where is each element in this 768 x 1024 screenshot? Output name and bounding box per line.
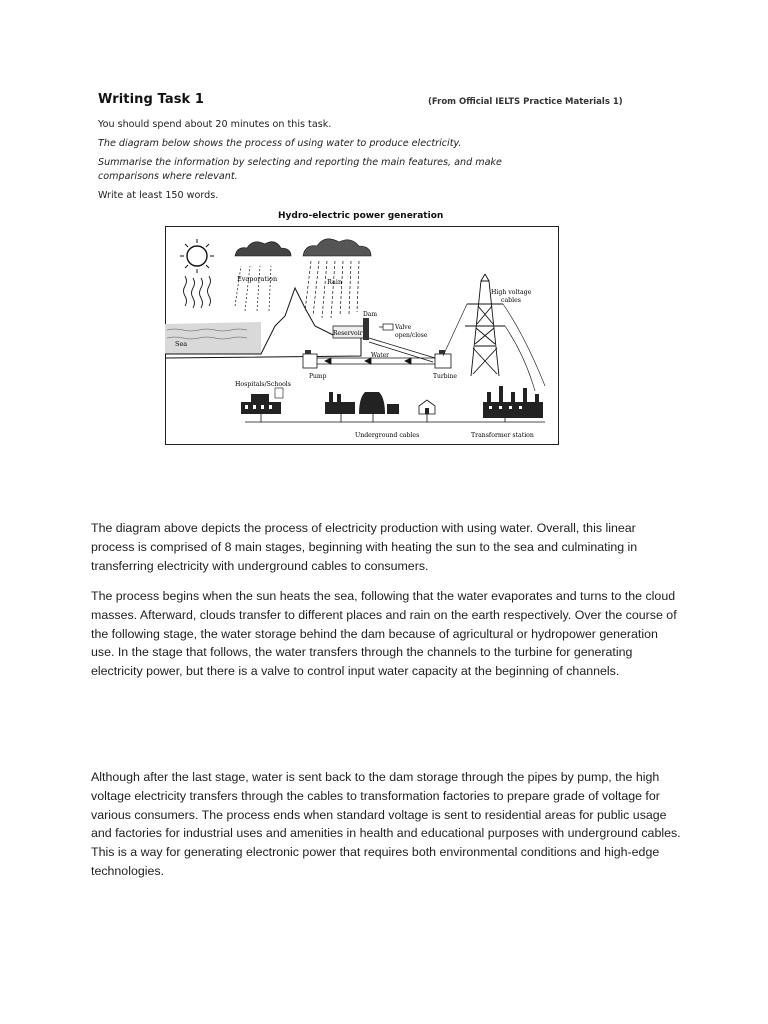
label-underground-cables: Underground cables — [355, 432, 420, 439]
label-transformer-station: Transformer station — [471, 432, 534, 439]
diagram-title: Hydro-electric power generation — [278, 211, 444, 221]
label-rain: Rain — [327, 278, 343, 286]
label-reservoir: Reservoir — [333, 330, 363, 337]
label-dam: Dam — [363, 311, 378, 318]
time-instruction: You should spend about 20 minutes on this task. — [98, 119, 332, 130]
label-high-voltage-line2: cables — [501, 297, 521, 304]
label-evaporation: Evaporation — [237, 275, 278, 283]
label-hospitals-schools: Hospitals/Schools — [235, 381, 291, 388]
label-valve-line2: open/close — [395, 332, 428, 339]
essay-paragraph-3: Although after the last stage, water is sent back to the dam storage through the pipes by pump, the high voltage electricity transfers through the cables to transformation factories to prepare grade of voltage for various consumers. The process ends when standard voltage is sent to residential areas for public usage and factories for industrial uses and amenities in health and educational purposes with underground cables. This is a way for generating electronic power that requires both environmental conditions and high-edge technologies. — [91, 770, 681, 878]
label-pump: Pump — [309, 373, 327, 380]
label-water: Water — [371, 352, 390, 359]
word-count-instruction: Write at least 150 words. — [98, 190, 219, 201]
label-valve-line1: Valve — [395, 324, 412, 331]
task-source: (From Official IELTS Practice Materials 1) — [428, 97, 623, 107]
task-prompt: The diagram below shows the process of using water to produce electricity. — [98, 138, 462, 149]
essay-paragraph-2: The process begins when the sun heats the sea, following that the water evaporates and turns to the cloud masses. Afterward, clouds transfer to different places and rain on the earth respectively. Over the course of the following stage, the water storage behind the dam because of agricultural or hydropower generation use. In the stage that follows, the water transfers through the channels to the turbine for generating electricity power, but there is a valve to control input water capacity at the beginning of channels. — [91, 589, 677, 679]
label-turbine: Turbine — [433, 373, 457, 380]
summarise-instruction-line1: Summarise the information by selecting and reporting the main features, and make — [98, 157, 502, 168]
summarise-instruction-line2: comparisons where relevant. — [98, 171, 238, 182]
sea-icon — [165, 322, 261, 354]
essay-paragraph-1: The diagram above depicts the process of electricity production with using water. Overall, this linear process is comprised of 8 main stages, beginning with heating the sun to the sea and culminating in transferring electricity with underground cables to consumers. — [91, 521, 638, 573]
hydro-electric-diagram — [165, 226, 559, 445]
label-sea: Sea — [175, 340, 188, 348]
task-title: Writing Task 1 — [98, 92, 205, 107]
label-high-voltage-line1: High voltage — [491, 289, 532, 296]
